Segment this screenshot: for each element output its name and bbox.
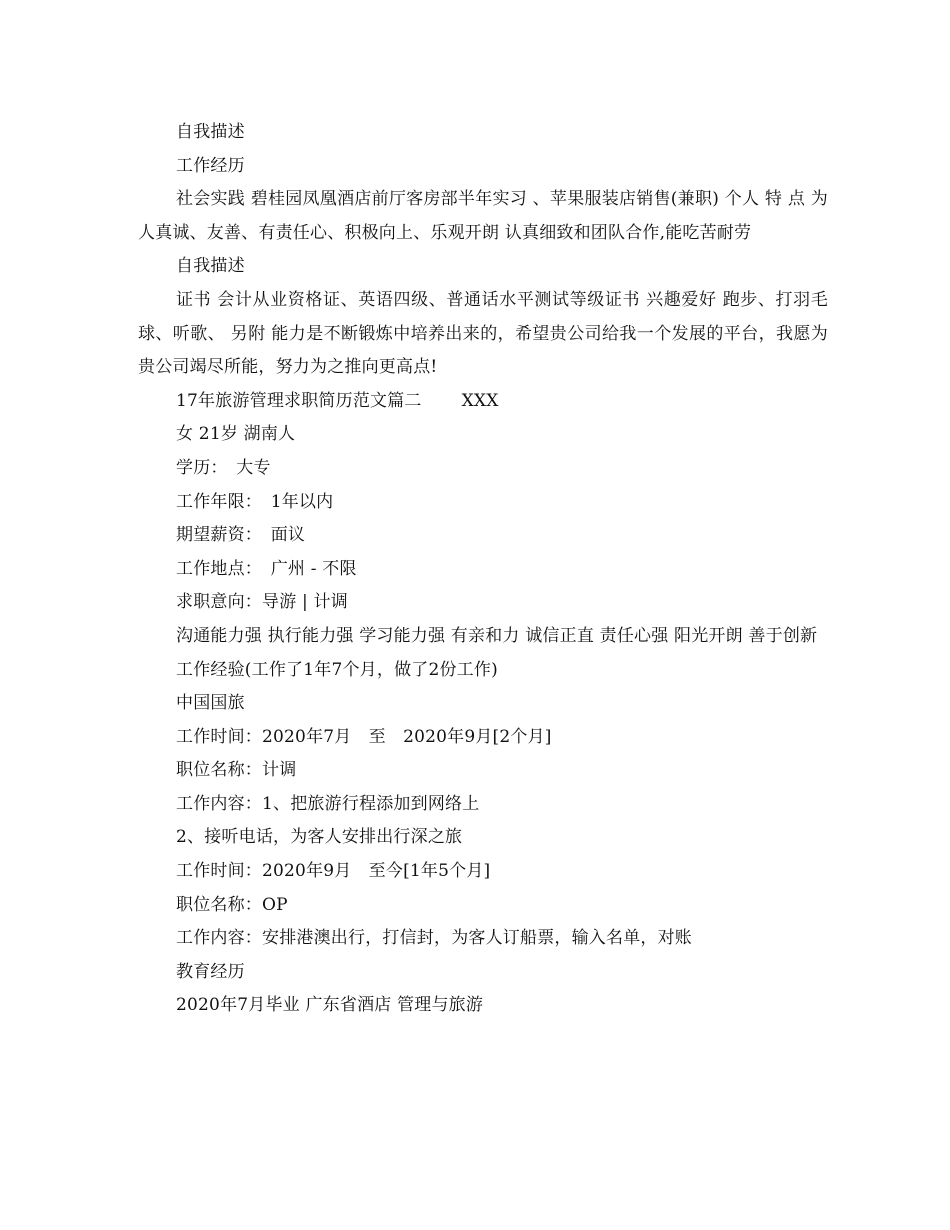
paragraph-social-practice: 社会实践 碧桂园凤凰酒店前厅客房部半年实习 、苹果服装店销售(兼职) 个人 特 点 为人真诚、友善、有责任心、积极向上、乐观开朗 认真细致和团队合作,能吃苦耐劳 <box>138 189 828 243</box>
work-years: 工作年限： 1年以内 <box>176 491 334 512</box>
job1-title: 职位名称：计调 <box>176 760 297 781</box>
work-location: 工作地点： 广州 - 不限 <box>176 558 357 579</box>
job1-duty-1: 工作内容：1、把旅游行程添加到网络上 <box>176 793 480 814</box>
personal-info: 女 21岁 湖南人 <box>176 424 296 445</box>
job2-duties: 工作内容：安排港澳出行，打信封，为客人订船票，输入名单，对账 <box>176 928 692 949</box>
job1-time: 工作时间：2020年7月 至 2020年9月[2个月] <box>176 726 552 747</box>
job2-time: 工作时间：2020年9月 至今[1年5个月] <box>176 861 491 882</box>
expected-salary: 期望薪资： 面议 <box>176 525 306 546</box>
paragraph-strengths: 沟通能力强 执行能力强 学习能力强 有亲和力 诚信正直 责任心强 阳光开朗 善于创新 <box>176 625 818 646</box>
heading-self-description: 自我描述 <box>176 122 245 142</box>
paragraph-certificates: 证书 会计从业资格证、英语四级、普通话水平测试等级证书 兴趣爱好 跑步、打羽毛球、听歌、 另附 能力是不断锻炼中培养出来的，希望贵公司给我一个发展的平台，我愿为贵公司竭尽所能，努力为之推向更高点! <box>138 289 828 378</box>
job2-title: 职位名称：OP <box>176 894 288 915</box>
work-experience-summary: 工作经验(工作了1年7个月，做了2份工作) <box>176 659 498 680</box>
job1-duty-2: 2、接听电话，为客人安排出行深之旅 <box>176 827 463 848</box>
education-level: 学历： 大专 <box>176 457 271 478</box>
heading-self-description-2: 自我描述 <box>176 256 245 277</box>
heading-education: 教育经历 <box>176 961 245 982</box>
section-title: 17年旅游管理求职简历范文篇二 XXX <box>176 390 499 411</box>
education-entry: 2020年7月毕业 广东省酒店 管理与旅游 <box>176 995 484 1016</box>
job-intention: 求职意向：导游 | 计调 <box>176 592 348 613</box>
document-body <box>138 116 828 1023</box>
company-name: 中国国旅 <box>176 693 245 714</box>
heading-work-history: 工作经历 <box>176 155 245 176</box>
